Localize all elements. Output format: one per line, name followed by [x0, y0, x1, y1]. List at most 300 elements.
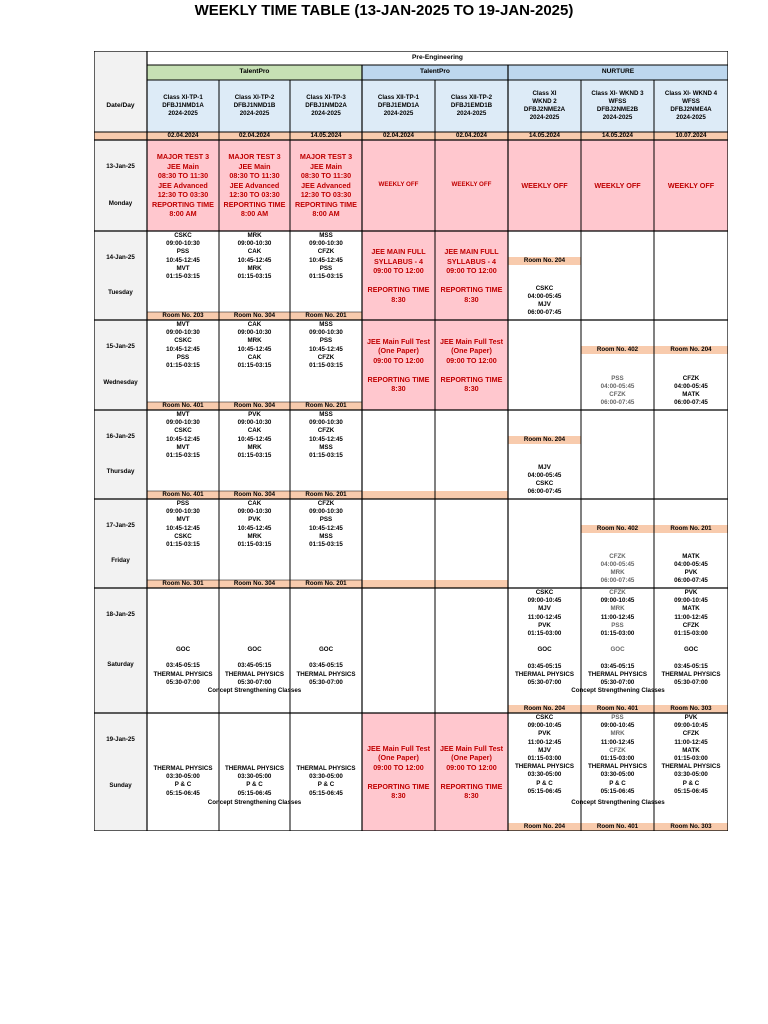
xii-test-slot-line: (One Paper) — [378, 753, 419, 762]
tp-class-slot-line: MVT — [176, 516, 190, 524]
tp-class-slot-line: CSKC — [174, 532, 192, 540]
class-header-line: WKND 2 — [532, 97, 557, 105]
tp-class-slot-line: 08:30 TO 11:30 — [300, 171, 352, 181]
tp-class-slot-line: GOC — [175, 646, 191, 653]
tp-class-slot — [290, 411, 362, 490]
room-label: Room No. 401 — [596, 823, 639, 830]
tp-class-slot-line: CFZK — [317, 248, 335, 256]
nurture-class-slot-line: PVK — [684, 589, 698, 596]
tp-class-slot-line: MSS — [319, 321, 333, 328]
tp-class-slot-line: 03:45-05:15 — [309, 662, 343, 670]
nurture-class-slot-line: MATK — [682, 391, 700, 398]
nurture-class-slot-line — [617, 638, 619, 646]
nurture-class-slot-line: 03:45-05:15 — [600, 662, 635, 670]
start-date: 02.04.2024 — [456, 132, 487, 139]
tp-class-slot-line: 09:00-10:30 — [309, 329, 343, 337]
group-header: Pre-Engineering — [412, 53, 463, 61]
room-label: Room No. 204 — [523, 257, 566, 264]
tp-class-slot-line: MRK — [247, 264, 262, 272]
nurture-class-slot — [654, 372, 728, 410]
tp-class-slot-line: PSS — [176, 353, 190, 361]
tp-class-slot-line: 09:00-10:30 — [166, 508, 200, 516]
xii-test-slot — [362, 715, 435, 829]
nurture-class-slot-line: MJV — [538, 605, 551, 613]
nurture-class-slot-line: CSKC — [535, 589, 554, 596]
tp-class-slot-line: 10:45-12:45 — [237, 256, 272, 264]
xii-test-slot-line: JEE MAIN FULL — [371, 247, 426, 256]
nurture-class-slot-line: PSS — [611, 621, 624, 629]
room-label: Room No. 304 — [233, 312, 276, 319]
xii-test-slot-line: WEEKLY OFF — [378, 181, 419, 189]
tp-class-slot-line: MAJOR TEST 3 — [156, 152, 210, 162]
room-label: Room No. 402 — [596, 346, 639, 353]
nurture-class-slot-line: 01:15-03:00 — [600, 754, 635, 762]
tp-class-slot — [147, 646, 219, 686]
nurture-class-slot-line: 09:00-10:45 — [600, 597, 635, 605]
tp-class-slot-line: P & C — [246, 781, 263, 789]
tp-class-slot-line: MVT — [176, 443, 190, 451]
nurture-class-slot — [654, 714, 728, 804]
nurture-class-slot — [581, 714, 654, 804]
xii-test-slot-line: 8:30 — [464, 384, 479, 393]
tp-class-slot-line — [182, 654, 184, 662]
tp-class-slot-line: 12:30 TO 03:30 — [157, 190, 209, 200]
class-header — [654, 80, 728, 132]
tp-class-slot-line: CFZK — [317, 427, 335, 435]
nurture-class-slot-line: 03:30-05:00 — [600, 771, 635, 779]
tp-class-slot — [219, 321, 290, 401]
tp-class-slot-line: 01:15-03:15 — [237, 272, 272, 280]
tp-class-slot-line: CAK — [247, 321, 262, 328]
row-day: Friday — [111, 556, 130, 564]
row-day: Tuesday — [108, 288, 133, 296]
tp-class-slot-line: CAK — [247, 427, 262, 435]
tp-class-slot-line: MRK — [247, 232, 262, 239]
tp-class-slot-line: 10:45-12:45 — [237, 435, 272, 443]
xii-test-slot-line: SYLLABUS - 4 — [373, 256, 424, 266]
xii-test-slot-line: 8:30 — [464, 294, 479, 304]
room-label: Room No. 201 — [305, 312, 347, 319]
tp-class-slot-line: 8:00 AM — [240, 209, 269, 219]
class-header-line: 2024-2025 — [239, 110, 270, 118]
nurture-class-slot-line: CSKC — [535, 284, 554, 292]
room-label: Room No. 204 — [670, 346, 712, 353]
class-header — [290, 80, 362, 132]
nurture-class-slot-line: 01:15-03:00 — [527, 629, 562, 637]
nurture-weekly-off-line: WEEKLY OFF — [667, 180, 715, 190]
xii-test-slot-line — [471, 772, 473, 782]
room-label: Room No. 402 — [596, 525, 639, 532]
tp-class-slot-line: MVT — [176, 264, 190, 272]
xii-test-slot-line: REPORTING TIME — [440, 374, 503, 384]
class-header — [147, 80, 219, 132]
nurture-class-slot-line: CSKC — [535, 714, 554, 721]
tp-class-slot-line: 05:15-06:45 — [237, 789, 272, 797]
nurture-class-slot-line: 04:00-05:45 — [527, 471, 562, 479]
nurture-class-slot-line: MJV — [538, 463, 551, 471]
class-header-line: WFSS — [682, 97, 700, 105]
tp-class-slot-line: GOC — [247, 646, 262, 653]
tp-class-slot-line: CFZK — [317, 500, 335, 507]
xii-test-slot-line — [471, 276, 473, 286]
room-label: Room No. 304 — [233, 402, 276, 409]
tp-class-slot-line: CAK — [247, 353, 262, 361]
nurture-note: Concept Strengthening Classes — [571, 799, 665, 806]
xii-test-slot — [435, 233, 508, 318]
room-label: Room No. 204 — [523, 436, 566, 443]
tp-class-slot-line: 09:00-10:30 — [309, 508, 343, 516]
class-header-line: DFBJ1EMD1A — [377, 101, 420, 109]
nurture-class-slot-line: CFZK — [609, 589, 626, 596]
xii-test-slot — [362, 233, 435, 318]
nurture-class-slot-line: 11:00-12:45 — [527, 613, 562, 621]
nurture-class-slot-line: 11:00-12:45 — [600, 738, 635, 746]
nurture-class-slot-line: CSKC — [535, 480, 554, 487]
nurture-class-slot — [508, 714, 581, 804]
start-date: 10.07.2024 — [675, 132, 707, 139]
tp-class-slot-line: MVT — [176, 411, 190, 418]
tp-class-slot-line: THERMAL PHYSICS — [153, 765, 213, 772]
row-day: Sunday — [109, 781, 132, 789]
nurture-class-slot-line: 04:00-05:45 — [527, 292, 562, 300]
nurture-weekly-off — [654, 142, 728, 229]
nurture-class-slot-line: 11:00-12:45 — [527, 738, 562, 746]
tp-class-slot-line: 01:15-03:15 — [309, 451, 343, 459]
room-label: Room No. 303 — [670, 705, 712, 712]
xii-test-slot-line: 09:00 TO 12:00 — [373, 266, 424, 275]
xii-test-slot-line: 8:30 — [391, 384, 406, 393]
nurture-class-slot-line: CFZK — [682, 374, 700, 382]
tp-note: Concept Strengthening Classes — [207, 687, 302, 694]
xii-test-slot — [362, 142, 435, 229]
tp-class-slot-line: 09:00-10:30 — [237, 240, 272, 248]
nurture-class-slot-line: 01:15-03:00 — [600, 629, 635, 637]
tp-note: Concept Strengthening Classes — [207, 799, 302, 806]
class-header-line: Class XI — [532, 89, 557, 97]
nurture-class-slot-line — [617, 655, 619, 663]
room-label: Room No. 204 — [523, 705, 566, 712]
timetable — [94, 51, 728, 831]
class-header-line: WFSS — [608, 97, 627, 105]
tp-class-slot-line: THERMAL PHYSICS — [224, 670, 285, 678]
nurture-class-slot-line: 05:30-07:00 — [527, 679, 562, 687]
tp-class-slot-line: 10:45-12:45 — [166, 524, 200, 532]
nurture-class-slot-line: 05:30-07:00 — [600, 679, 635, 687]
tp-class-slot — [147, 321, 219, 401]
tp-class-slot-line: 01:15-03:15 — [166, 540, 200, 548]
nurture-class-slot-line: 03:30-05:00 — [527, 771, 562, 779]
class-header-line: 2024-2025 — [456, 110, 487, 118]
tp-class-slot-line: JEE Advanced — [158, 180, 208, 190]
tp-class-slot-line: PSS — [176, 500, 190, 507]
tp-class-slot-line: MSS — [319, 411, 333, 418]
nurture-weekly-off-line: WEEKLY OFF — [594, 180, 641, 190]
tp-class-slot-line: CSKC — [174, 427, 192, 435]
nurture-class-slot-line: P & C — [536, 779, 553, 787]
nurture-class-slot-line: THERMAL PHYSICS — [661, 763, 721, 771]
tp-class-slot-line: 03:45-05:15 — [237, 662, 272, 670]
xii-test-slot — [435, 715, 508, 829]
tp-class-slot-line — [254, 654, 256, 662]
tp-class-slot — [147, 144, 219, 227]
room-label: Room No. 201 — [305, 491, 347, 498]
class-header-line: 2024-2025 — [383, 110, 414, 118]
tp-class-slot-line: 01:15-03:15 — [309, 272, 343, 280]
tp-class-slot-line: PSS — [319, 264, 333, 272]
room-label: Room No. 201 — [305, 580, 347, 587]
nurture-class-slot-line: 01:15-03:00 — [674, 754, 708, 762]
class-header — [219, 80, 290, 132]
tp-class-slot-line: PSS — [176, 248, 190, 256]
room-label: Room No. 201 — [670, 525, 712, 532]
class-header — [581, 80, 654, 132]
tp-class-slot — [219, 144, 290, 227]
xii-test-slot — [362, 322, 435, 408]
tp-class-slot-line: 09:00-10:30 — [309, 240, 343, 248]
nurture-class-slot-line: 09:00-10:45 — [600, 722, 635, 730]
class-header-line: Class XII-TP-1 — [377, 93, 420, 101]
nurture-class-slot-line — [544, 638, 546, 646]
nurture-class-slot — [654, 589, 728, 689]
tp-class-slot-line — [325, 654, 327, 662]
room-label: Room No. 204 — [523, 823, 566, 830]
tp-class-slot-line: MRK — [247, 337, 262, 345]
xii-test-slot-line: JEE Main Full Test — [367, 336, 430, 346]
nurture-class-slot-line: 04:00-05:45 — [600, 382, 635, 390]
xii-test-slot-line: 09:00 TO 12:00 — [373, 762, 424, 772]
nurture-class-slot-line: GOC — [683, 646, 699, 654]
nurture-class-slot-line: THERMAL PHYSICS — [661, 670, 721, 678]
date-day-header: Date/Day — [106, 101, 135, 109]
nurture-class-slot — [508, 282, 581, 320]
class-header-line: DFBJ1NMD2A — [305, 101, 347, 109]
nurture-class-slot-line: PVK — [538, 730, 551, 738]
tp-class-slot-line: 10:45-12:45 — [237, 524, 272, 532]
nurture-class-slot-line — [544, 655, 546, 663]
xii-test-slot-line: JEE Main Full Test — [367, 743, 430, 753]
xii-test-slot — [435, 322, 508, 408]
class-header-line: Class XI- WKND 4 — [664, 89, 718, 97]
tp-class-slot — [219, 411, 290, 490]
tp-class-slot-line: 01:15-03:15 — [237, 361, 272, 369]
tp-class-slot — [219, 232, 290, 311]
nurture-class-slot-line: 11:00-12:45 — [674, 738, 708, 746]
nurture-class-slot-line: P & C — [682, 779, 700, 787]
start-date: 02.04.2024 — [383, 132, 414, 139]
page-title: WEEKLY TIME TABLE (13-JAN-2025 TO 19-JAN-2025) — [194, 2, 574, 19]
room-label: Room No. 303 — [670, 823, 712, 830]
nurture-class-slot-line: 03:45-05:15 — [674, 662, 708, 670]
row-date: 18-Jan-25 — [106, 610, 135, 618]
nurture-note: Concept Strengthening Classes — [571, 687, 665, 694]
nurture-class-slot-line — [690, 655, 692, 663]
tp-class-slot-line: THERMAL PHYSICS — [224, 765, 285, 772]
xii-test-slot-line: 8:30 — [464, 791, 479, 800]
tp-class-slot-line: 01:15-03:15 — [237, 451, 272, 459]
class-header-line: 2024-2025 — [168, 110, 198, 118]
talentpro-xi-header: TalentPro — [239, 68, 270, 76]
tp-class-slot-line: 09:00-10:30 — [237, 329, 272, 337]
nurture-class-slot — [581, 372, 654, 410]
tp-class-slot-line: 01:15-03:15 — [237, 540, 272, 548]
start-date: 14.05.2024 — [310, 132, 342, 139]
tp-class-slot — [290, 500, 362, 579]
tp-class-slot-line: REPORTING TIME — [295, 199, 357, 209]
nurture-class-slot-line: 06:00-07:45 — [600, 399, 635, 407]
start-date: 02.04.2024 — [167, 132, 199, 139]
nurture-class-slot-line: 11:00-12:45 — [674, 613, 708, 621]
row-day: Saturday — [107, 660, 134, 668]
tp-class-slot-line: 08:30 TO 11:30 — [157, 171, 209, 181]
nurture-class-slot-line: 06:00-07:45 — [600, 577, 635, 585]
room-label: Room No. 401 — [162, 402, 204, 409]
tp-class-slot-line: 05:30-07:00 — [166, 678, 200, 686]
tp-class-slot-line: MAJOR TEST 3 — [228, 152, 281, 162]
room-label: Room No. 301 — [162, 580, 204, 587]
tp-class-slot-line: PVK — [248, 516, 261, 524]
nurture-class-slot — [581, 550, 654, 588]
class-header-line: 2024-2025 — [529, 114, 560, 122]
class-header-line: DFBJ2NME2B — [596, 106, 639, 113]
nurture-class-slot-line: 09:00-10:45 — [674, 722, 708, 730]
nurture-class-slot-line: MRK — [610, 569, 625, 576]
row-day: Wednesday — [103, 378, 138, 386]
row-day: Thursday — [106, 467, 135, 475]
xii-test-slot-line: 09:00 TO 12:00 — [446, 266, 497, 275]
class-header-line: DFBJ1NMD1A — [162, 101, 204, 109]
tp-class-slot — [290, 144, 362, 227]
tp-class-slot — [219, 646, 290, 686]
room-label: Room No. 201 — [305, 402, 347, 409]
class-header-line: DFBJ1EMD1B — [450, 101, 493, 109]
row-date: 15-Jan-25 — [106, 342, 135, 350]
row-date: 16-Jan-25 — [106, 432, 135, 440]
xii-test-slot-line: 09:00 TO 12:00 — [446, 762, 497, 772]
nurture-class-slot-line: 04:00-05:45 — [674, 560, 708, 568]
tp-class-slot-line: REPORTING TIME — [223, 199, 286, 209]
start-date: 14.05.2024 — [529, 132, 560, 139]
xii-test-slot-line: JEE Main Full Test — [440, 743, 503, 753]
tp-class-slot-line: 10:45-12:45 — [237, 345, 272, 353]
tp-class-slot-line: 09:00-10:30 — [309, 419, 343, 427]
tp-class-slot-line: PSS — [319, 337, 333, 345]
nurture-class-slot-line: MRK — [610, 605, 625, 613]
xii-test-slot-line: 8:30 — [391, 294, 406, 304]
nurture-weekly-off-line: WEEKLY OFF — [521, 180, 568, 190]
tp-class-slot-line: 8:00 AM — [312, 209, 340, 219]
class-header-line: DFBJ2NME2A — [523, 106, 566, 113]
tp-class-slot-line: 09:00-10:30 — [166, 240, 200, 248]
tp-class-slot-line: MVT — [176, 321, 190, 328]
nurture-class-slot-line: MRK — [610, 730, 625, 738]
nurture-weekly-off — [508, 142, 581, 229]
nurture-class-slot — [508, 589, 581, 689]
class-header-line: DFBJ2NME4A — [670, 106, 712, 113]
tp-class-slot-line: THERMAL PHYSICS — [153, 670, 213, 678]
tp-class-slot-line: CAK — [247, 500, 262, 507]
class-header-line: 2024-2025 — [602, 114, 633, 122]
room-label: Room No. 304 — [233, 491, 276, 498]
nurture-class-slot-line: 04:00-05:45 — [674, 382, 708, 390]
tp-class-slot — [290, 232, 362, 311]
row-date: 17-Jan-25 — [106, 521, 135, 529]
tp-class-slot-line: 09:00-10:30 — [237, 419, 272, 427]
xii-test-slot — [435, 142, 508, 229]
nurture-class-slot-line: 05:15-06:45 — [527, 787, 562, 795]
tp-class-slot-line: MSS — [319, 232, 333, 239]
tp-class-slot — [290, 321, 362, 401]
tp-class-slot-line: CSKC — [174, 232, 192, 239]
nurture-class-slot-line: 05:15-06:45 — [600, 787, 635, 795]
row-date: 14-Jan-25 — [106, 253, 135, 261]
class-header-line: Class XI- WKND 3 — [591, 89, 644, 97]
tp-class-slot-line: 03:30-05:00 — [166, 773, 200, 781]
nurture-class-slot-line: MJV — [538, 301, 551, 308]
xii-test-slot-line: SYLLABUS - 4 — [446, 256, 497, 266]
tp-class-slot-line: CFZK — [317, 353, 335, 361]
nurture-class-slot-line: PSS — [611, 714, 624, 721]
nurture-class-slot-line: MJV — [538, 746, 551, 754]
nurture-class-slot-line: 09:00-10:45 — [674, 597, 708, 605]
tp-class-slot-line: 10:45-12:45 — [309, 524, 343, 532]
xii-test-slot-line: (One Paper) — [451, 753, 492, 762]
nurture-class-slot-line: 01:15-03:00 — [674, 629, 708, 637]
xii-test-slot-line: (One Paper) — [378, 346, 419, 355]
nurture-class-slot-line: THERMAL PHYSICS — [587, 670, 648, 678]
nurture-class-slot — [508, 461, 581, 499]
tp-class-slot-line: 10:45-12:45 — [166, 345, 200, 353]
room-label: Room No. 304 — [233, 580, 276, 587]
tp-class-slot-line: 09:00-10:30 — [237, 508, 272, 516]
tp-class-slot-line: JEE Advanced — [301, 180, 351, 190]
nurture-class-slot-line: 04:00-05:45 — [600, 560, 635, 568]
xii-test-slot-line: (One Paper) — [451, 346, 492, 355]
xii-test-slot-line — [398, 365, 400, 375]
tp-class-slot — [290, 646, 362, 686]
nurture-class-slot — [654, 550, 728, 588]
class-header-line: Class XI-TP-3 — [306, 93, 346, 101]
nurture-class-slot-line: 05:30-07:00 — [674, 679, 708, 687]
tp-class-slot-line: 8:00 AM — [169, 209, 197, 219]
xii-test-slot-line: JEE Main Full Test — [440, 336, 503, 346]
xii-test-slot-line: REPORTING TIME — [440, 285, 503, 294]
tp-class-slot-line: 05:15-06:45 — [309, 789, 343, 797]
tp-class-slot-line: JEE Advanced — [229, 180, 280, 190]
nurture-class-slot-line: PSS — [611, 374, 624, 382]
tp-class-slot-line: P & C — [174, 781, 192, 789]
xii-test-slot-line: REPORTING TIME — [367, 781, 430, 791]
nurture-class-slot-line: 11:00-12:45 — [600, 613, 635, 621]
nurture-class-slot-line: CFZK — [682, 621, 700, 629]
nurture-class-slot-line: PVK — [538, 621, 551, 629]
row-date: 13-Jan-25 — [106, 162, 135, 170]
tp-class-slot-line: 05:15-06:45 — [166, 789, 200, 797]
nurture-class-slot-line: 03:45-05:15 — [527, 662, 562, 670]
nurture-class-slot-line: CFZK — [609, 391, 626, 398]
class-header-line: Class XI-TP-2 — [234, 93, 275, 101]
nurture-class-slot-line: 06:00-07:45 — [674, 399, 708, 407]
tp-class-slot-line: 08:30 TO 11:30 — [229, 171, 280, 181]
tp-class-slot-line: 01:15-03:15 — [166, 272, 200, 280]
nurture-class-slot-line: 01:15-03:00 — [527, 754, 562, 762]
xii-test-slot-line: WEEKLY OFF — [451, 181, 492, 189]
tp-class-slot-line: CAK — [247, 248, 262, 256]
tp-class-slot-line: THERMAL PHYSICS — [296, 670, 356, 678]
class-header — [435, 80, 508, 132]
tp-class-slot-line: MSS — [319, 532, 333, 540]
room-label: Room No. 401 — [596, 705, 639, 712]
nurture-class-slot-line: 06:00-07:45 — [674, 577, 708, 585]
